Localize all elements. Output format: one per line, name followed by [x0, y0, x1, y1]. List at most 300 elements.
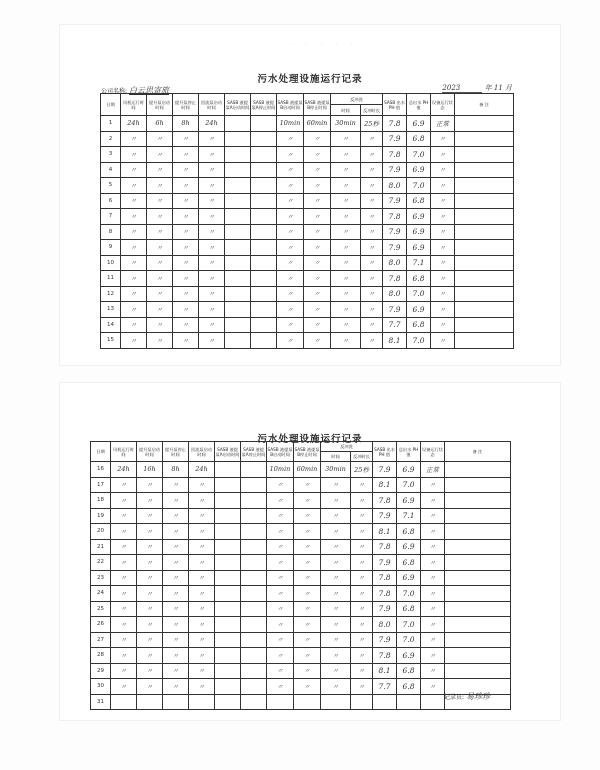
cell-fan: 〃	[111, 663, 137, 679]
cell-bw-dur: 〃	[361, 178, 383, 194]
col-return-start: 回流泵启动时间	[189, 442, 215, 462]
cell-lift-start: 〃	[137, 539, 163, 555]
cell-day: 12	[101, 286, 121, 302]
cell-lift-stop: 〃	[163, 508, 189, 524]
recorder-label: 记录员:	[444, 694, 465, 701]
cell-sbr-b-stop: 〃	[294, 632, 321, 648]
cell-status: 正常	[421, 462, 445, 478]
cell-sbr-a-stop	[251, 116, 277, 132]
cell-out: 6.8	[407, 193, 431, 209]
cell-sasb: 7.9	[383, 162, 407, 178]
cell-out: 6.9	[407, 162, 431, 178]
cell-lift-stop: 〃	[163, 555, 189, 571]
col-sbr-b-start: SASB 液提泵B启动时间	[267, 442, 294, 462]
cell-out: 6.9	[407, 116, 431, 132]
cell-sasb: 8.0	[383, 286, 407, 302]
cell-day: 23	[91, 570, 111, 586]
table-body-2	[91, 462, 511, 710]
cell-sbr-a-stop	[241, 601, 267, 617]
cell-sbr-b-start: 〃	[277, 317, 304, 333]
cell-day: 10	[101, 255, 121, 271]
cell-bw-dur: 〃	[351, 632, 373, 648]
cell-sbr-b-stop: 〃	[294, 586, 321, 602]
cell-sbr-b-start: 〃	[277, 193, 304, 209]
cell-lift-stop: 〃	[163, 524, 189, 540]
cell-lift-start: 〃	[137, 632, 163, 648]
cell-bw-time: 〃	[331, 302, 361, 318]
cell-sbr-a-stop	[241, 648, 267, 664]
table-row	[101, 255, 514, 271]
cell-sasb: 8.1	[373, 663, 397, 679]
cell-lift-start: 〃	[147, 302, 173, 318]
table-row	[91, 570, 511, 586]
cell-bw-time: 30min	[331, 116, 361, 132]
cell-sbr-b-stop: 〃	[304, 255, 331, 271]
cell-out: 7.0	[397, 477, 421, 493]
cell-bw-time: 〃	[321, 493, 351, 509]
cell-sbr-b-start: 〃	[267, 477, 294, 493]
cell-lift-start: 〃	[147, 147, 173, 163]
cell-bw-dur: 〃	[361, 131, 383, 147]
cell-day: 18	[91, 493, 111, 509]
cell-bw-dur: 〃	[351, 570, 373, 586]
cell-status: 〃	[431, 147, 455, 163]
cell-remark	[445, 663, 511, 679]
cell-bw-time: 〃	[321, 539, 351, 555]
cell-sbr-a-start	[225, 116, 251, 132]
sheet2-title: 污水处理设施运行记录	[257, 434, 363, 445]
cell-lift-start: 〃	[147, 209, 173, 225]
cell-sasb: 7.9	[383, 302, 407, 318]
cell-remark	[455, 209, 514, 225]
cell-sbr-b-stop: 〃	[294, 508, 321, 524]
cell-sbr-b-start: 〃	[277, 333, 304, 349]
cell-sbr-a-start	[225, 317, 251, 333]
cell-lift-start: 〃	[147, 333, 173, 349]
cell-sasb: 7.9	[373, 632, 397, 648]
cell-sbr-a-start	[215, 539, 241, 555]
cell-sbr-a-stop	[251, 302, 277, 318]
cell-bw-time: 〃	[321, 586, 351, 602]
cell-status: 〃	[431, 193, 455, 209]
col-status: 设备运行状态	[421, 442, 445, 462]
cell-sasb: 7.7	[383, 317, 407, 333]
cell-sbr-a-stop	[251, 333, 277, 349]
cell-sbr-a-start	[225, 131, 251, 147]
cell-status: 〃	[431, 178, 455, 194]
cell-sbr-b-start: 〃	[277, 240, 304, 256]
cell-return-start: 〃	[199, 317, 225, 333]
cell-bw-dur: 25秒	[351, 462, 373, 478]
cell-sasb: 7.9	[383, 193, 407, 209]
cell-sbr-a-start	[215, 524, 241, 540]
cell-day: 1	[101, 116, 121, 132]
cell-sbr-a-stop	[241, 586, 267, 602]
cell-day: 13	[101, 302, 121, 318]
cell-bw-dur: 〃	[351, 586, 373, 602]
cell-lift-stop: 〃	[173, 224, 199, 240]
cell-sbr-a-start	[225, 209, 251, 225]
table-row	[91, 477, 511, 493]
cell-bw-dur: 〃	[361, 271, 383, 287]
cell-return-start: 〃	[189, 477, 215, 493]
cell-fan: 〃	[111, 570, 137, 586]
col-out-ph: 总出水 PH 值	[397, 442, 421, 462]
cell-lift-start: 〃	[147, 178, 173, 194]
cell-status	[421, 694, 445, 710]
cell-lift-start	[137, 694, 163, 710]
cell-sbr-b-stop: 〃	[304, 193, 331, 209]
cell-sasb: 7.9	[373, 601, 397, 617]
cell-status: 〃	[431, 255, 455, 271]
cell-sbr-b-stop: 〃	[304, 178, 331, 194]
cell-bw-time: 〃	[331, 286, 361, 302]
cell-status: 〃	[431, 302, 455, 318]
cell-bw-dur: 〃	[351, 601, 373, 617]
cell-lift-start: 〃	[137, 617, 163, 633]
cell-sasb: 8.0	[373, 617, 397, 633]
cell-remark	[445, 648, 511, 664]
cell-sbr-a-stop	[241, 679, 267, 695]
cell-return-start: 〃	[199, 333, 225, 349]
cell-return-start: 〃	[189, 632, 215, 648]
cell-return-start: 〃	[189, 524, 215, 540]
cell-sbr-a-start	[215, 663, 241, 679]
cell-day: 5	[101, 178, 121, 194]
cell-sbr-a-stop	[251, 240, 277, 256]
table-row	[101, 271, 514, 287]
table-row	[91, 493, 511, 509]
cell-sbr-b-start: 〃	[277, 209, 304, 225]
cell-status: 〃	[421, 539, 445, 555]
cell-lift-stop: 〃	[163, 570, 189, 586]
cell-bw-dur: 〃	[351, 617, 373, 633]
cell-fan: 〃	[121, 178, 147, 194]
cell-sasb: 8.0	[383, 255, 407, 271]
cell-return-start: 〃	[189, 586, 215, 602]
col-sbr-b-start: SASB 液提泵B启动时间	[277, 94, 304, 116]
cell-remark	[445, 524, 511, 540]
cell-return-start: 〃	[199, 162, 225, 178]
cell-sbr-a-stop	[251, 224, 277, 240]
cell-fan: 〃	[121, 255, 147, 271]
cell-return-start: 〃	[199, 193, 225, 209]
cell-fan: 〃	[121, 131, 147, 147]
cell-remark	[445, 586, 511, 602]
cell-out: 7.1	[397, 508, 421, 524]
table-row	[101, 178, 514, 194]
cell-lift-stop: 〃	[173, 240, 199, 256]
cell-bw-time	[321, 694, 351, 710]
col-bw-dur: 反冲时长	[351, 452, 373, 462]
cell-fan: 24h	[121, 116, 147, 132]
col-lift-start: 提升泵启动时间	[137, 442, 163, 462]
cell-sbr-a-start	[215, 477, 241, 493]
cell-fan: 〃	[121, 162, 147, 178]
cell-fan: 〃	[121, 333, 147, 349]
cell-bw-time: 〃	[331, 147, 361, 163]
cell-lift-stop: 〃	[173, 193, 199, 209]
cell-sbr-b-start: 〃	[277, 302, 304, 318]
cell-sbr-a-start	[215, 508, 241, 524]
cell-sasb: 7.9	[383, 240, 407, 256]
record-table-2	[90, 441, 511, 710]
cell-bw-dur: 〃	[351, 679, 373, 695]
cell-sbr-b-start: 〃	[277, 224, 304, 240]
cell-fan: 〃	[121, 271, 147, 287]
cell-day: 27	[91, 632, 111, 648]
cell-lift-stop: 〃	[163, 679, 189, 695]
cell-sbr-a-start	[215, 648, 241, 664]
cell-day: 16	[91, 462, 111, 478]
cell-fan: 〃	[111, 632, 137, 648]
cell-status: 〃	[421, 570, 445, 586]
cell-return-start: 〃	[189, 679, 215, 695]
date-year: 2023	[442, 84, 482, 93]
cell-status: 〃	[421, 663, 445, 679]
cell-sasb: 7.8	[373, 539, 397, 555]
cell-day: 3	[101, 147, 121, 163]
cell-fan	[111, 694, 137, 710]
cell-bw-time: 〃	[331, 271, 361, 287]
cell-lift-stop: 〃	[163, 601, 189, 617]
cell-status: 〃	[421, 648, 445, 664]
cell-bw-dur: 〃	[351, 477, 373, 493]
cell-bw-time: 〃	[321, 524, 351, 540]
cell-fan: 〃	[111, 586, 137, 602]
cell-fan: 〃	[111, 508, 137, 524]
cell-day: 4	[101, 162, 121, 178]
record-table-1	[100, 93, 514, 349]
cell-remark	[455, 224, 514, 240]
cell-out	[397, 694, 421, 710]
cell-day: 21	[91, 539, 111, 555]
cell-status: 〃	[431, 224, 455, 240]
cell-remark	[445, 493, 511, 509]
cell-sbr-a-start	[215, 694, 241, 710]
table-row	[91, 617, 511, 633]
cell-day: 20	[91, 524, 111, 540]
cell-sbr-b-stop: 〃	[294, 477, 321, 493]
table-row	[101, 147, 514, 163]
table-row	[101, 302, 514, 318]
table-row	[91, 632, 511, 648]
cell-bw-time: 〃	[321, 601, 351, 617]
cell-remark	[445, 601, 511, 617]
cell-sbr-b-stop: 〃	[304, 224, 331, 240]
cell-sbr-a-start	[215, 586, 241, 602]
cell-sasb: 7.8	[383, 147, 407, 163]
cell-sasb: 7.9	[383, 131, 407, 147]
cell-bw-dur: 〃	[361, 255, 383, 271]
cell-bw-dur: 〃	[351, 493, 373, 509]
col-sbr-a-stop: SASB 液提泵A停止时间	[251, 94, 277, 116]
cell-sbr-a-start	[215, 679, 241, 695]
header-row	[91, 442, 511, 452]
cell-sbr-a-start	[215, 462, 241, 478]
cell-sbr-a-stop	[241, 663, 267, 679]
cell-remark	[455, 116, 514, 132]
cell-sbr-a-stop	[241, 524, 267, 540]
cell-lift-start: 〃	[137, 601, 163, 617]
cell-sbr-b-stop: 〃	[294, 493, 321, 509]
cell-sbr-a-stop	[251, 193, 277, 209]
cell-sbr-a-stop	[241, 477, 267, 493]
header-row	[101, 94, 514, 105]
cell-lift-stop: 〃	[173, 255, 199, 271]
cell-sbr-b-start: 〃	[277, 286, 304, 302]
cell-fan: 〃	[121, 209, 147, 225]
cell-sbr-a-start	[215, 601, 241, 617]
col-sasb-ph: SASB 出水 PH 值	[383, 94, 407, 116]
col-remark: 备 注	[445, 442, 511, 462]
cell-out: 6.8	[407, 271, 431, 287]
cell-return-start: 〃	[199, 147, 225, 163]
cell-sbr-b-stop: 〃	[304, 131, 331, 147]
cell-sbr-b-start: 〃	[267, 648, 294, 664]
cell-out: 6.9	[397, 539, 421, 555]
cell-sbr-b-start: 〃	[267, 508, 294, 524]
cell-sbr-b-start: 10min	[277, 116, 304, 132]
cell-lift-start: 〃	[147, 193, 173, 209]
cell-sbr-a-stop	[251, 162, 277, 178]
cell-sbr-b-start: 〃	[277, 255, 304, 271]
table-row	[91, 648, 511, 664]
cell-lift-start: 〃	[137, 648, 163, 664]
cell-day: 14	[101, 317, 121, 333]
cell-out: 7.0	[397, 617, 421, 633]
cell-status: 〃	[421, 586, 445, 602]
cell-lift-stop: 〃	[163, 539, 189, 555]
col-sbr-b-stop: SASB 液提泵B停止时间	[304, 94, 331, 116]
cell-day: 15	[101, 333, 121, 349]
cell-lift-start: 〃	[137, 570, 163, 586]
cell-day: 6	[101, 193, 121, 209]
cell-status: 〃	[421, 477, 445, 493]
cell-sbr-a-stop	[251, 271, 277, 287]
cell-return-start: 〃	[189, 648, 215, 664]
cell-bw-dur: 〃	[351, 663, 373, 679]
table-row	[101, 224, 514, 240]
col-lift-stop: 提升泵停止时间	[163, 442, 189, 462]
cell-sbr-b-stop: 〃	[294, 679, 321, 695]
cell-remark	[455, 317, 514, 333]
cell-bw-time: 〃	[321, 679, 351, 695]
cell-sbr-a-stop	[241, 694, 267, 710]
cell-sasb: 7.7	[373, 679, 397, 695]
cell-status: 〃	[431, 271, 455, 287]
cell-return-start: 〃	[199, 224, 225, 240]
cell-remark	[455, 147, 514, 163]
cell-remark	[455, 271, 514, 287]
cell-lift-start: 〃	[137, 555, 163, 571]
cell-sbr-b-stop: 〃	[294, 617, 321, 633]
cell-sbr-a-stop	[241, 539, 267, 555]
col-sbr-a-stop: SASB 液提泵A停止时间	[241, 442, 267, 462]
cell-sasb: 8.1	[373, 477, 397, 493]
cell-out: 7.0	[407, 333, 431, 349]
cell-sasb: 7.8	[383, 271, 407, 287]
cell-lift-start: 16h	[137, 462, 163, 478]
cell-return-start: 〃	[199, 286, 225, 302]
cell-sasb: 8.1	[373, 524, 397, 540]
cell-sbr-b-stop	[294, 694, 321, 710]
cell-lift-stop: 8h	[163, 462, 189, 478]
cell-sbr-b-stop: 〃	[294, 524, 321, 540]
cell-lift-start: 〃	[137, 663, 163, 679]
cell-sbr-a-stop	[241, 462, 267, 478]
cell-sbr-b-stop: 〃	[304, 147, 331, 163]
cell-lift-start: 6h	[147, 116, 173, 132]
table-row	[101, 162, 514, 178]
cell-sbr-b-stop: 〃	[294, 539, 321, 555]
col-fan: 风机运行时间	[121, 94, 147, 116]
cell-bw-time: 〃	[331, 224, 361, 240]
cell-return-start: 〃	[199, 255, 225, 271]
cell-out: 6.9	[407, 224, 431, 240]
table-row	[91, 601, 511, 617]
cell-lift-stop: 〃	[173, 286, 199, 302]
cell-out: 7.0	[407, 147, 431, 163]
cell-lift-stop	[163, 694, 189, 710]
table-row	[101, 193, 514, 209]
cell-sbr-b-stop: 〃	[294, 663, 321, 679]
cell-day: 11	[101, 271, 121, 287]
cell-bw-dur	[351, 694, 373, 710]
cell-remark	[445, 477, 511, 493]
cell-sbr-b-stop: 〃	[304, 317, 331, 333]
cell-lift-stop: 〃	[173, 178, 199, 194]
cell-fan: 〃	[111, 555, 137, 571]
cell-status: 〃	[431, 333, 455, 349]
cell-sbr-b-start: 〃	[267, 679, 294, 695]
table-row	[101, 116, 514, 132]
cell-day: 8	[101, 224, 121, 240]
cell-sbr-b-start: 〃	[267, 555, 294, 571]
cell-status: 〃	[421, 508, 445, 524]
cell-sbr-a-start	[225, 178, 251, 194]
cell-bw-time: 〃	[321, 555, 351, 571]
cell-fan: 〃	[111, 617, 137, 633]
cell-out: 6.8	[397, 524, 421, 540]
cell-lift-start: 〃	[147, 255, 173, 271]
cell-lift-stop: 〃	[163, 477, 189, 493]
col-day: 日期	[91, 442, 111, 462]
cell-fan: 〃	[121, 193, 147, 209]
cell-sbr-b-stop: 〃	[294, 570, 321, 586]
cell-lift-stop: 〃	[163, 617, 189, 633]
table-row	[91, 586, 511, 602]
cell-sbr-a-stop	[241, 617, 267, 633]
cell-return-start: 〃	[199, 240, 225, 256]
cell-sbr-b-stop: 〃	[304, 333, 331, 349]
cell-status: 〃	[431, 209, 455, 225]
cell-day: 25	[91, 601, 111, 617]
cell-bw-time: 〃	[321, 477, 351, 493]
cell-sbr-b-stop: 〃	[294, 555, 321, 571]
cell-return-start: 24h	[199, 116, 225, 132]
cell-remark	[455, 255, 514, 271]
cell-lift-start: 〃	[147, 240, 173, 256]
cell-sbr-a-start	[225, 193, 251, 209]
cell-bw-time: 〃	[331, 178, 361, 194]
col-bw-time: 时间	[331, 105, 361, 116]
cell-lift-start: 〃	[147, 224, 173, 240]
cell-fan: 〃	[111, 524, 137, 540]
cell-sbr-b-stop: 〃	[294, 648, 321, 664]
cell-lift-stop: 〃	[173, 209, 199, 225]
date-suffix: 年 11 月	[484, 84, 512, 92]
